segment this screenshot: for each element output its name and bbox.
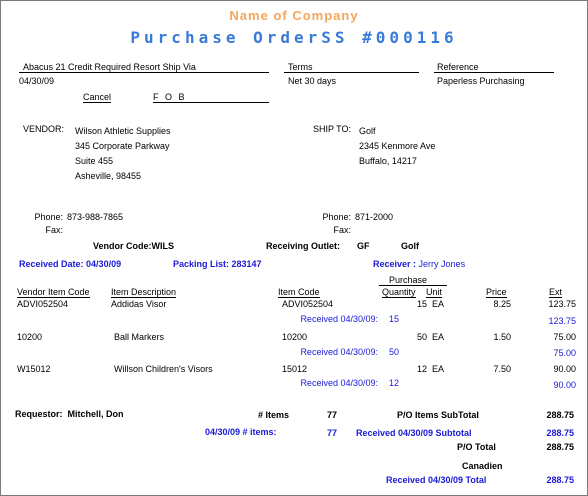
row1-vendor-code: ADVI052504 <box>17 299 69 309</box>
row2-price: 1.50 <box>493 332 511 342</box>
reference-value: Paperless Purchasing <box>437 76 525 86</box>
vendor-address-line1: 345 Corporate Parkway <box>75 141 170 151</box>
row1-received-label: Received 04/30/09: <box>300 314 378 324</box>
received-date <box>19 259 121 269</box>
ship-phone-label: Phone: <box>322 212 351 222</box>
fob-label: F O B <box>153 92 269 103</box>
cancel-label: Cancel <box>83 92 112 102</box>
receiving-outlet-code: GF <box>357 241 370 251</box>
vendor-address-line2: Suite 455 <box>75 156 114 166</box>
row3-item-code: 15012 <box>282 364 308 374</box>
col-item-description: Item Description <box>111 287 177 297</box>
row2-qty: 50 <box>416 332 427 342</box>
receiver-label: Receiver : <box>373 259 417 269</box>
receiving-outlet-label: Receiving Outlet: <box>266 241 341 251</box>
row3-qty: 12 <box>416 364 427 374</box>
row3-received-ext: 90.00 <box>553 380 576 390</box>
received-subtotal: 288.75 <box>546 428 574 438</box>
row2-received-ext: 75.00 <box>553 348 576 358</box>
reference-rule <box>434 72 554 73</box>
row1-description: Addidas Visor <box>111 299 167 309</box>
receiving-outlet-name: Golf <box>401 241 419 251</box>
header-col1-rule <box>19 72 269 73</box>
col-quantity: Quantity <box>382 287 416 297</box>
receiver-value: Jerry Jones <box>418 259 466 269</box>
row2-vendor-code: 10200 <box>17 332 43 342</box>
ship-fax-label: Fax: <box>333 225 351 235</box>
col-item-code: Item Code <box>278 287 320 297</box>
canadien-label: Canadien <box>462 461 503 471</box>
col-unit: Unit <box>426 287 443 297</box>
po-subtotal-label: P/O Items SubTotal <box>397 410 479 420</box>
po-subtotal: 288.75 <box>546 410 574 420</box>
row2-ext: 75.00 <box>553 332 576 342</box>
po-total: 288.75 <box>546 442 574 452</box>
ship-to-address <box>359 124 435 169</box>
purchase-group-label: Purchase <box>389 275 428 285</box>
requestor-label: Requestor: <box>15 409 63 419</box>
row1-qty: 15 <box>416 299 427 309</box>
ship-to-address-line1: 2345 Kenmore Ave <box>359 141 436 151</box>
row2-description: Ball Markers <box>114 332 165 342</box>
vendor-phone-label: Phone: <box>34 212 63 222</box>
ship-phone: 871-2000 <box>355 212 394 222</box>
ship-to-city: Buffalo, 14217 <box>359 156 417 166</box>
packing-list-label: Packing List: <box>173 259 230 269</box>
row1-received-qty: 15 <box>389 314 400 324</box>
vendor-address <box>75 124 171 184</box>
items-label: # Items <box>258 410 290 420</box>
packing-list-value: 283147 <box>231 259 262 269</box>
ship-to-name: Golf <box>359 126 376 136</box>
reference-label: Reference <box>437 62 479 72</box>
col-vendor-item-code: Vendor Item Code <box>17 287 90 297</box>
packing-list <box>173 259 262 269</box>
ship-to-label: SHIP TO: <box>313 124 352 134</box>
row1-price: 8.25 <box>493 299 511 309</box>
row3-ext: 90.00 <box>553 364 576 374</box>
row2-unit: EA <box>432 332 445 342</box>
terms-label: Terms <box>288 62 313 72</box>
row1-ext: 123.75 <box>548 299 576 309</box>
row1-unit: EA <box>432 299 445 309</box>
row3-vendor-code: W15012 <box>17 364 51 374</box>
requestor <box>15 409 124 419</box>
vendor-code <box>93 241 174 251</box>
company-name: Name of Company <box>229 8 359 23</box>
row2-item-code: 10200 <box>282 332 308 342</box>
col-price: Price <box>486 287 507 297</box>
vendor-label: VENDOR: <box>23 124 65 134</box>
receiver <box>373 259 465 269</box>
received-items-count: 77 <box>327 428 338 438</box>
row3-received-qty: 12 <box>389 378 400 388</box>
vendor-city: Asheville, 98455 <box>75 171 142 181</box>
po-date: 04/30/09 <box>19 76 55 86</box>
row3-description: Willson Children's Visors <box>114 364 213 374</box>
row2-received-label: Received 04/30/09: <box>300 347 378 357</box>
po-total-label: P/O Total <box>457 442 496 452</box>
row3-unit: EA <box>432 364 445 374</box>
received-date-value: 04/30/09 <box>86 259 122 269</box>
purchase-group-rule <box>379 285 447 286</box>
terms-value: Net 30 days <box>288 76 337 86</box>
vendor-fax-label: Fax: <box>45 225 63 235</box>
received-items-label: 04/30/09 # items: <box>205 427 277 437</box>
vendor-code-label: Vendor Code: <box>93 241 152 251</box>
row1-item-code: ADVI052504 <box>282 299 334 309</box>
items-count: 77 <box>327 410 338 420</box>
received-total: 288.75 <box>546 475 574 485</box>
po-title: Purchase OrderSS #000116 <box>130 28 458 47</box>
vendor-code-value: WILS <box>151 241 175 251</box>
vendor-phone: 873-988-7865 <box>67 212 124 222</box>
row3-received-label: Received 04/30/09: <box>300 378 378 388</box>
col-ext: Ext <box>549 287 563 297</box>
row3-price: 7.50 <box>493 364 511 374</box>
received-total-label: Received 04/30/09 Total <box>386 475 487 485</box>
received-subtotal-label: Received 04/30/09 Subtotal <box>356 428 472 438</box>
requestor-value: Mitchell, Don <box>67 409 124 419</box>
header-col1-labels: Abacus 21 Credit Required Resort Ship Via <box>23 62 196 72</box>
vendor-name: Wilson Athletic Supplies <box>75 126 171 136</box>
terms-rule <box>284 72 419 73</box>
received-date-label: Received Date: <box>19 259 84 269</box>
row2-received-qty: 50 <box>389 347 400 357</box>
row1-received-ext: 123.75 <box>548 316 576 326</box>
